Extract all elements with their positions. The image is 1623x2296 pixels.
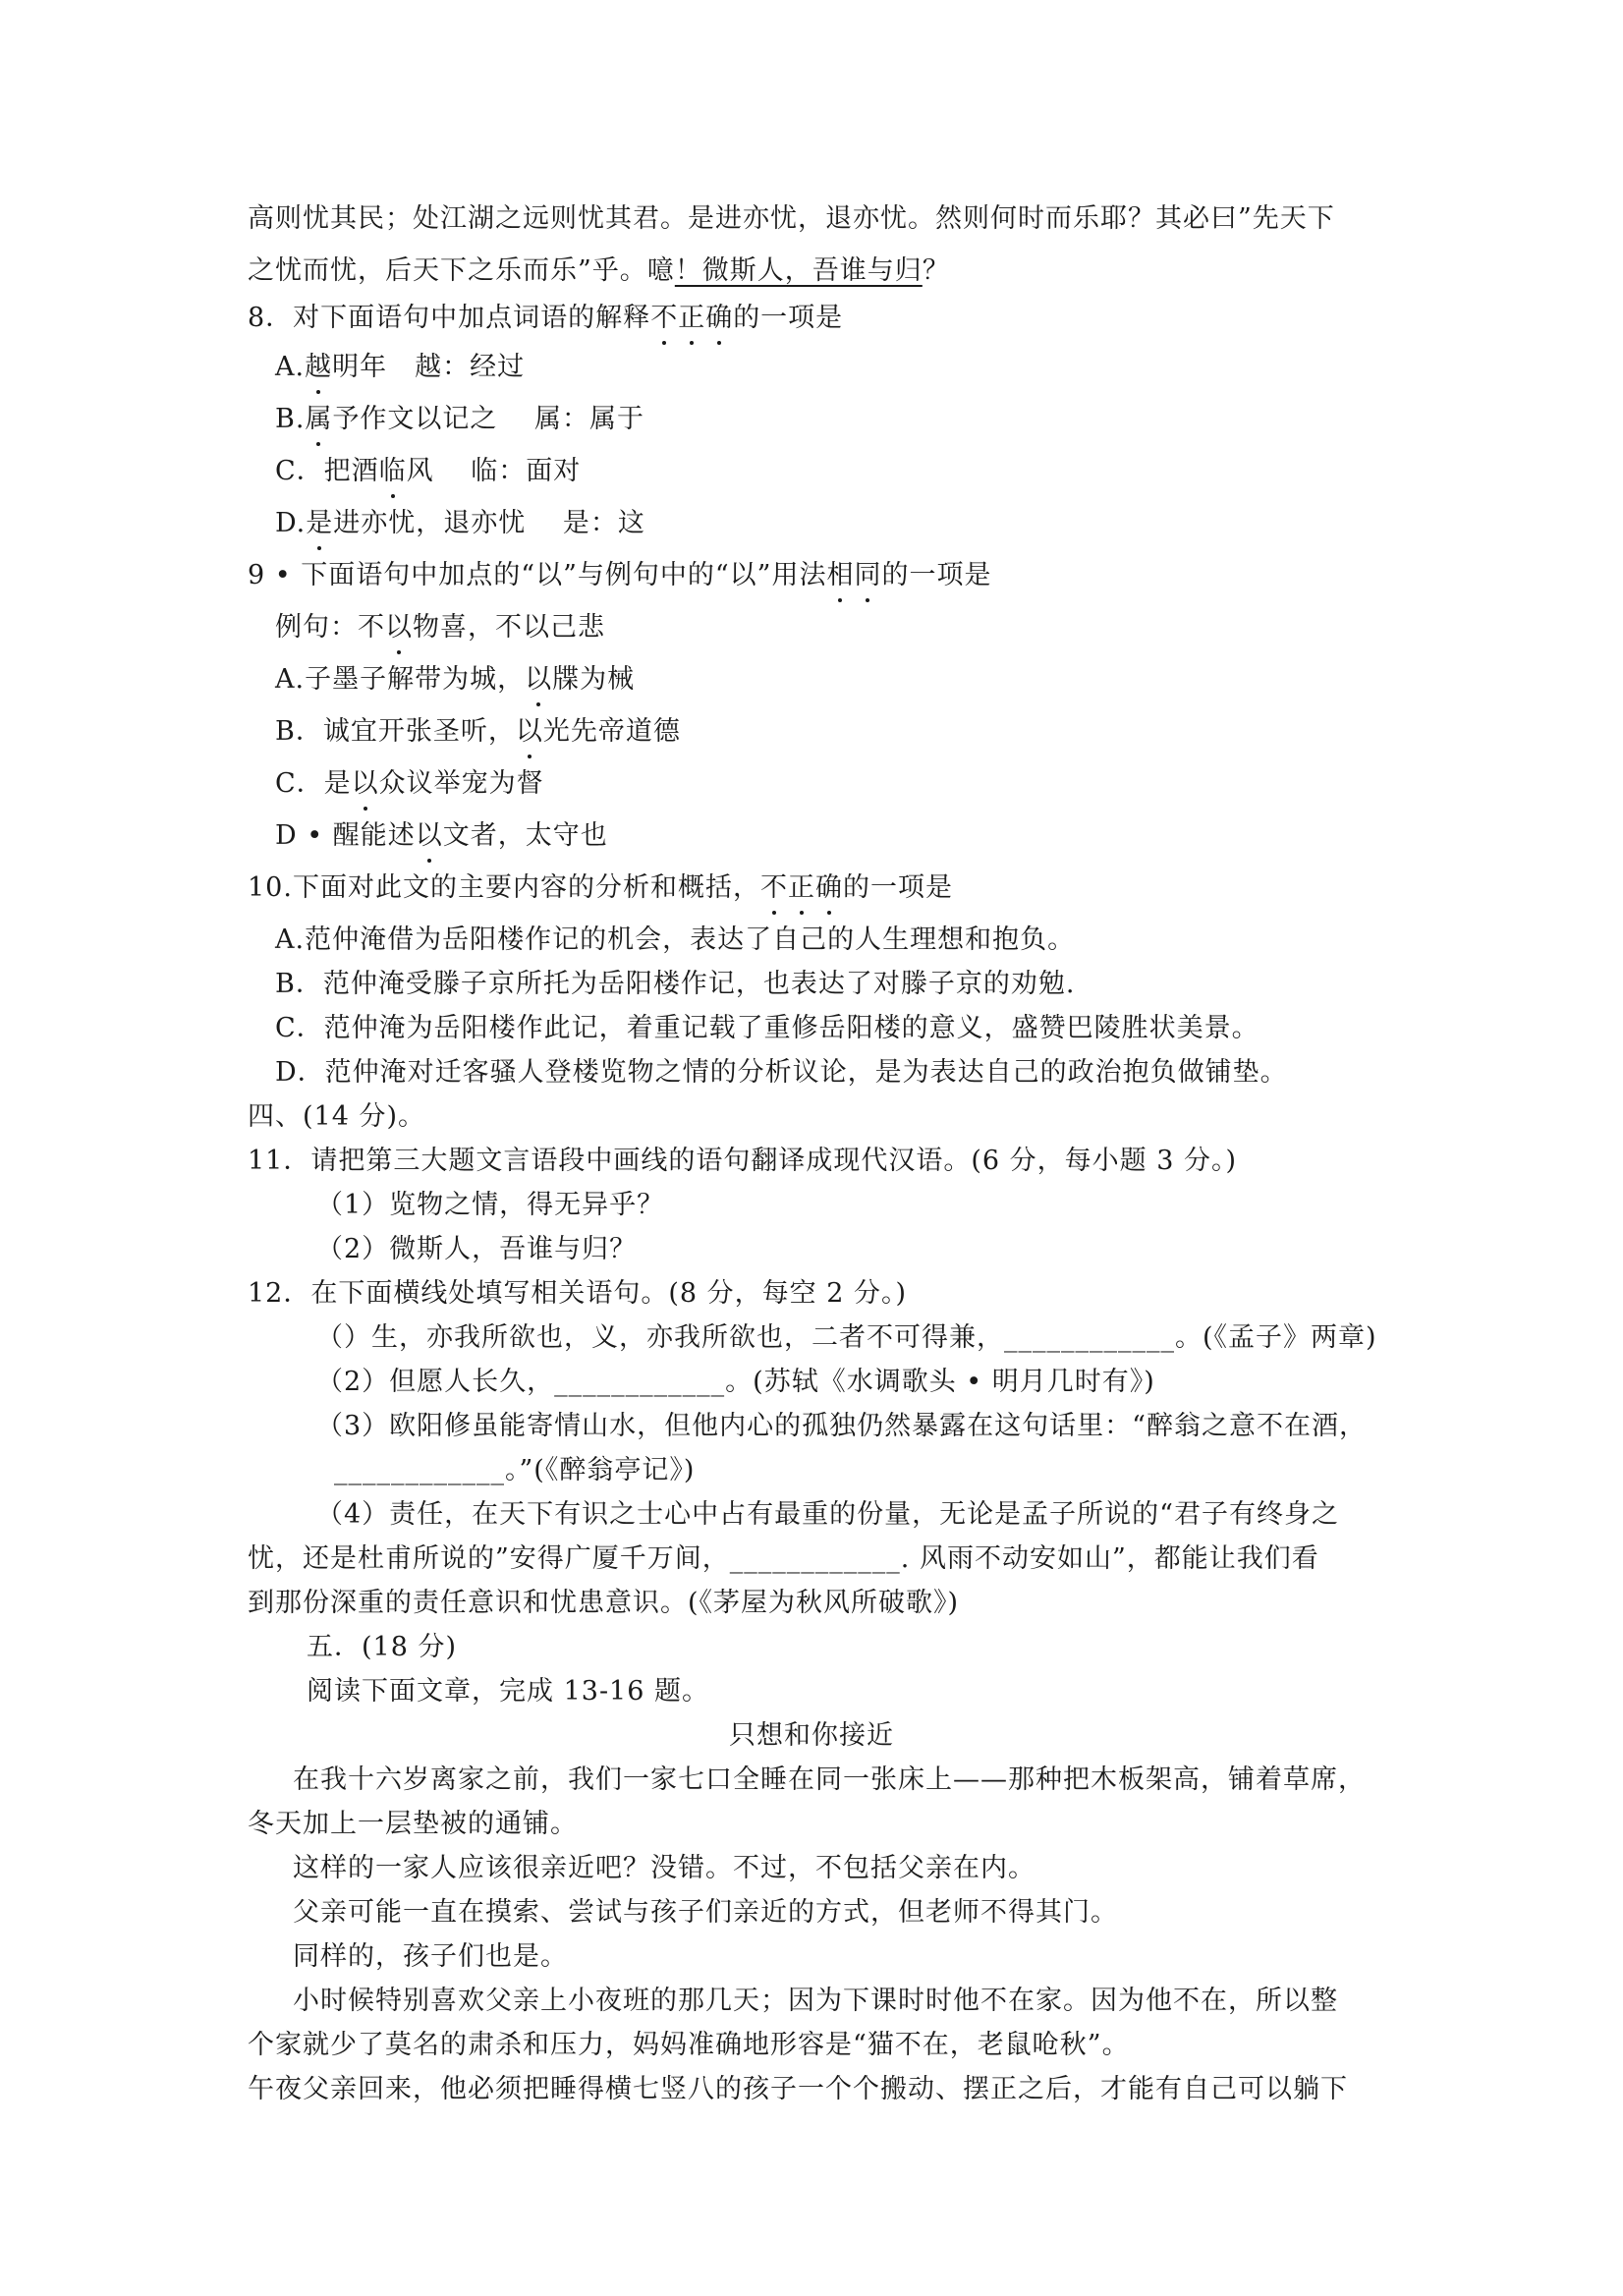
stem-text: 9 • 下面语句中加点的“以”与例句中的“以”用法 bbox=[248, 560, 827, 590]
article-paragraph-4: 同样的，孩子们也是。 bbox=[293, 1941, 568, 1972]
dotted-char: 确 bbox=[705, 301, 733, 336]
q9-option-b bbox=[275, 714, 681, 750]
option-text: B．诚宜开张圣听， bbox=[275, 716, 516, 747]
dotted-char: 以 bbox=[516, 714, 543, 750]
dotted-char: 不 bbox=[760, 870, 788, 906]
q12-item-4-line-3: 到那份深重的责任意识和忧患意识。(《茅屋为秋风所破歌》) bbox=[248, 1588, 960, 1618]
option-text: D. bbox=[275, 508, 307, 538]
passage-line-2 bbox=[248, 253, 950, 289]
dotted-char: 以 bbox=[352, 766, 379, 802]
option-text: 众议举宠为督 bbox=[378, 768, 544, 799]
q8-option-b bbox=[275, 402, 644, 437]
option-text: 牒为械 bbox=[552, 664, 636, 695]
q10-stem bbox=[248, 870, 953, 906]
dotted-char: 属 bbox=[305, 402, 332, 437]
option-text: C．是 bbox=[275, 768, 352, 799]
dotted-char: 以 bbox=[416, 818, 443, 854]
option-text: 予作文以记之 属：属于 bbox=[332, 404, 645, 434]
article-title: 只想和你接近 bbox=[729, 1720, 894, 1751]
stem-text: 8．对下面语句中加点词语的解释 bbox=[248, 303, 651, 333]
article-paragraph-5-line-1: 小时候特别喜欢父亲上小夜班的那几天；因为下课时时他不在家。因为他不在，所以整 bbox=[293, 1986, 1338, 2016]
dotted-char: 以 bbox=[525, 662, 552, 698]
q9-option-c bbox=[275, 766, 544, 802]
passage-text: 之忧而忧，后天下之乐而乐”乎。噫 bbox=[248, 255, 675, 286]
option-text: A. bbox=[275, 352, 306, 382]
dotted-char: 临 bbox=[379, 454, 407, 489]
q12-item-1: （）生，亦我所欲也，义，亦我所欲也，二者不可得兼，____________。(《孟子》两章) bbox=[316, 1322, 1377, 1353]
dotted-char: 正 bbox=[678, 301, 705, 336]
q12-item-3-line-2: ____________。”(《醉翁亭记》) bbox=[334, 1455, 696, 1485]
q12-item-2: （2）但愿人长久，____________。(苏轼《水调歌头 • 明月几时有》) bbox=[316, 1367, 1155, 1397]
dotted-char: 同 bbox=[854, 558, 881, 593]
q8-stem bbox=[248, 301, 843, 336]
q11-item-1: （1）览物之情，得无异乎？ bbox=[316, 1190, 665, 1220]
q12-item-4-line-2: 忧，还是杜甫所说的”安得广厦千万间，____________. 风雨不动安如山”，都能让我们看 bbox=[248, 1543, 1319, 1574]
dotted-char: 正 bbox=[788, 870, 815, 906]
article-paragraph-1-line-2: 冬天加上一层垫被的通铺。 bbox=[248, 1809, 578, 1839]
q11-stem: 11．请把第三大题文言语段中画线的语句翻译成现代汉语。(6 分，每小题 3 分。) bbox=[248, 1146, 1238, 1176]
stem-text: 的一项是 bbox=[842, 872, 953, 903]
q10-option-b: B．范仲淹受滕子京所托为岳阳楼作记，也表达了对滕子京的劝勉. bbox=[275, 969, 1076, 999]
example-text: 例句：不 bbox=[275, 612, 385, 643]
option-text: D • 醒能述 bbox=[275, 820, 416, 851]
q10-option-d: D．范仲淹对迁客骚人登楼览物之情的分析议论，是为表达自己的政治抱负做铺垫。 bbox=[275, 1057, 1288, 1088]
option-text: 明年 越：经过 bbox=[332, 352, 526, 382]
article-paragraph-6: 午夜父亲回来，他必须把睡得横七竖八的孩子一个个搬动、摆正之后，才能有自己可以躺下 bbox=[248, 2074, 1348, 2104]
q11-item-2: （2）微斯人，吾谁与归？ bbox=[316, 1234, 638, 1264]
option-text: 光先帝道德 bbox=[542, 716, 681, 747]
option-text: 文者，太守也 bbox=[442, 820, 608, 851]
option-text: 风 临：面对 bbox=[406, 456, 582, 486]
q9-stem bbox=[248, 558, 991, 593]
dotted-char: 以 bbox=[385, 610, 413, 645]
reading-instruction: 阅读下面文章，完成 13-16 题。 bbox=[307, 1676, 710, 1707]
passage-line-1: 高则忧其民；处江湖之远则忧其君。是进亦忧，退亦忧。然则何时而乐耶？其必曰”先天下 bbox=[248, 203, 1335, 234]
q12-stem: 12．在下面横线处填写相关语句。(8 分，每空 2 分。) bbox=[248, 1278, 908, 1309]
q8-option-d bbox=[275, 506, 645, 541]
dotted-char: 确 bbox=[815, 870, 843, 906]
q9-example bbox=[275, 610, 605, 645]
q10-option-c: C．范仲淹为岳阳楼作此记，着重记载了重修岳阳楼的意义，盛赞巴陵胜状美景。 bbox=[275, 1013, 1259, 1043]
article-paragraph-3: 父亲可能一直在摸索、尝试与孩子们亲近的方式，但老师不得其门。 bbox=[293, 1897, 1118, 1928]
underlined-sentence: ！微斯人，吾谁与归 bbox=[674, 255, 923, 286]
q8-option-a bbox=[275, 350, 525, 385]
section-5-title: 五．(18 分) bbox=[307, 1632, 458, 1662]
stem-text: 10.下面对此文的主要内容的分析和概括， bbox=[248, 872, 760, 903]
option-text: B. bbox=[275, 404, 306, 434]
q9-option-d bbox=[275, 818, 608, 854]
example-text: 物喜，不以己悲 bbox=[413, 612, 605, 643]
stem-text: 的一项是 bbox=[881, 560, 992, 590]
q8-option-c bbox=[275, 454, 581, 489]
q12-item-3-line-1: （3）欧阳修虽能寄情山水，但他内心的孤独仍然暴露在这句话里：“醉翁之意不在酒， bbox=[316, 1411, 1367, 1441]
article-paragraph-2: 这样的一家人应该很亲近吧？没错。不过，不包括父亲在内。 bbox=[293, 1853, 1035, 1883]
stem-text: 的一项是 bbox=[733, 303, 844, 333]
option-text: C．把酒 bbox=[275, 456, 379, 486]
passage-text: ？ bbox=[922, 255, 950, 286]
dotted-char: 不 bbox=[650, 301, 678, 336]
article-paragraph-5-line-2: 个家就少了莫名的肃杀和压力，妈妈准确地形容是“猫不在，老鼠呛秋”。 bbox=[248, 2030, 1130, 2060]
dotted-char: 相 bbox=[826, 558, 854, 593]
dotted-char: 是 bbox=[306, 506, 333, 541]
q12-item-4-line-1: （4）责任，在天下有识之士心中占有最重的份量，无论是孟子所说的“君子有终身之 bbox=[316, 1499, 1339, 1530]
dotted-char: 越 bbox=[305, 350, 332, 385]
article-paragraph-1-line-1: 在我十六岁离家之前，我们一家七口全睡在同一张床上——那种把木板架高，铺着草席， bbox=[293, 1764, 1366, 1795]
option-text: A.子墨子解带为城， bbox=[275, 664, 526, 695]
section-4-title: 四、(14 分)。 bbox=[248, 1101, 426, 1132]
q9-option-a bbox=[275, 662, 635, 698]
option-text: 进亦忧，退亦忧 是：这 bbox=[333, 508, 645, 538]
q10-option-a: A.范仲淹借为岳阳楼作记的机会，表达了自己的人生理想和抱负。 bbox=[275, 924, 1076, 955]
